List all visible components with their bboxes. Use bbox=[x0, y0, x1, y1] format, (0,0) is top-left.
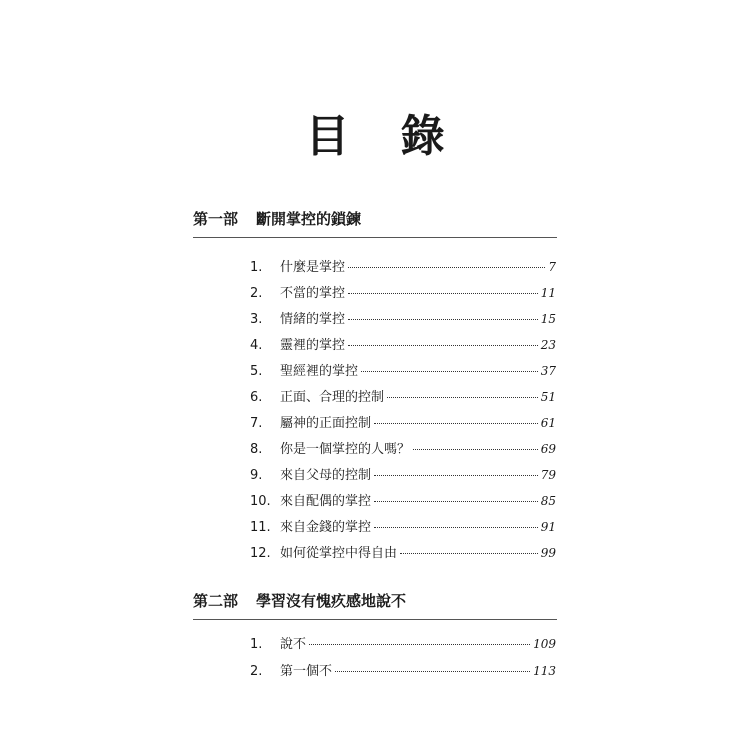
toc-entry[interactable] bbox=[250, 438, 556, 458]
chapter-number: 7. bbox=[250, 416, 263, 431]
part-1-header bbox=[193, 208, 557, 238]
toc-entry[interactable] bbox=[250, 308, 556, 328]
chapter-page: 15 bbox=[540, 312, 556, 326]
toc-entry[interactable] bbox=[250, 360, 556, 380]
chapter-title: 正面、合理的控制 bbox=[280, 390, 385, 405]
toc-entry[interactable] bbox=[250, 542, 556, 562]
chapter-title: 不當的掌控 bbox=[280, 286, 346, 301]
chapter-title: 聖經裡的掌控 bbox=[280, 364, 359, 379]
chapter-page: 113 bbox=[533, 664, 556, 678]
dot-leader bbox=[374, 475, 538, 476]
toc-entry[interactable] bbox=[250, 490, 556, 510]
chapter-page: 37 bbox=[540, 364, 556, 378]
chapter-number: 1. bbox=[250, 260, 263, 275]
chapter-number: 12. bbox=[250, 546, 271, 561]
dot-leader bbox=[374, 527, 538, 528]
dot-leader bbox=[400, 553, 538, 554]
chapter-title: 靈裡的掌控 bbox=[280, 338, 346, 353]
dot-leader bbox=[348, 345, 538, 346]
part-2-label: 第二部 bbox=[193, 592, 239, 610]
toc-entry[interactable] bbox=[250, 386, 556, 406]
chapter-title: 什麼是掌控 bbox=[280, 260, 346, 275]
toc-entry[interactable] bbox=[250, 660, 556, 680]
chapter-title: 第一個不 bbox=[280, 664, 333, 679]
dot-leader bbox=[335, 671, 530, 672]
dot-leader bbox=[348, 319, 538, 320]
chapter-page: 61 bbox=[540, 416, 556, 430]
dot-leader bbox=[374, 501, 538, 502]
chapter-page: 85 bbox=[540, 494, 556, 508]
dot-leader bbox=[348, 293, 538, 294]
part-1-name: 斷開掌控的鎖鍊 bbox=[256, 210, 362, 228]
chapter-number: 6. bbox=[250, 390, 263, 405]
page-title: 目 錄 bbox=[305, 111, 463, 162]
chapter-title: 你是一個掌控的人嗎？ bbox=[280, 442, 411, 457]
chapter-page: 69 bbox=[540, 442, 556, 456]
dot-leader bbox=[309, 644, 530, 645]
part-2-name: 學習沒有愧疚感地說不 bbox=[256, 592, 407, 610]
chapter-number: 5. bbox=[250, 364, 263, 379]
chapter-title: 屬神的正面控制 bbox=[280, 416, 372, 431]
part-2-header bbox=[193, 590, 557, 620]
chapter-title: 來自父母的控制 bbox=[280, 468, 372, 483]
chapter-title: 如何從掌控中得自由 bbox=[280, 546, 398, 561]
toc-entry[interactable] bbox=[250, 412, 556, 432]
chapter-title: 來自金錢的掌控 bbox=[280, 520, 372, 535]
chapter-number: 11. bbox=[250, 520, 271, 535]
chapter-number: 2. bbox=[250, 286, 263, 301]
chapter-page: 11 bbox=[540, 286, 556, 300]
toc-entry[interactable] bbox=[250, 282, 556, 302]
dot-leader bbox=[348, 267, 545, 268]
chapter-number: 8. bbox=[250, 442, 263, 457]
dot-leader bbox=[413, 449, 538, 450]
toc-entry[interactable] bbox=[250, 256, 556, 276]
toc-entry[interactable] bbox=[250, 633, 556, 653]
chapter-page: 51 bbox=[540, 390, 556, 404]
chapter-title: 情緒的掌控 bbox=[280, 312, 346, 327]
chapter-page: 109 bbox=[533, 637, 556, 651]
chapter-number: 10. bbox=[250, 494, 271, 509]
chapter-number: 4. bbox=[250, 338, 263, 353]
chapter-page: 7 bbox=[548, 260, 556, 274]
chapter-page: 99 bbox=[540, 546, 556, 560]
dot-leader bbox=[361, 371, 538, 372]
chapter-page: 91 bbox=[540, 520, 556, 534]
chapter-number: 1. bbox=[250, 637, 263, 652]
dot-leader bbox=[374, 423, 538, 424]
toc-entry[interactable] bbox=[250, 334, 556, 354]
chapter-page: 79 bbox=[540, 468, 556, 482]
chapter-number: 2. bbox=[250, 664, 263, 679]
chapter-title: 來自配偶的掌控 bbox=[280, 494, 372, 509]
chapter-title: 說不 bbox=[280, 637, 307, 652]
chapter-number: 9. bbox=[250, 468, 263, 483]
chapter-number: 3. bbox=[250, 312, 263, 327]
toc-entry[interactable] bbox=[250, 516, 556, 536]
toc-entry[interactable] bbox=[250, 464, 556, 484]
chapter-page: 23 bbox=[540, 338, 556, 352]
dot-leader bbox=[387, 397, 538, 398]
part-1-label: 第一部 bbox=[193, 210, 239, 228]
